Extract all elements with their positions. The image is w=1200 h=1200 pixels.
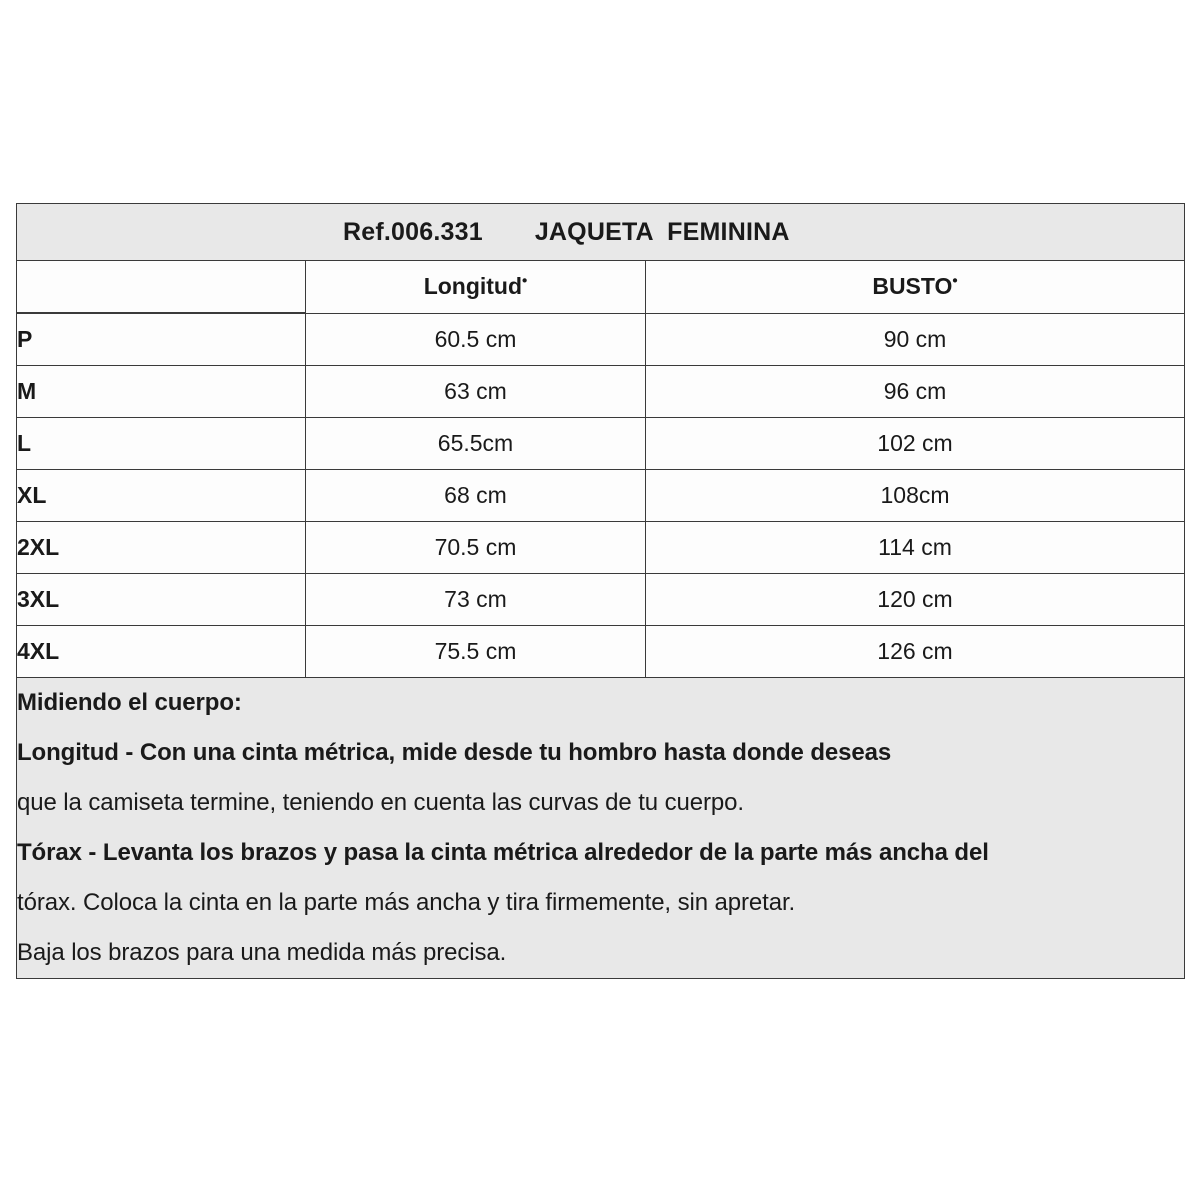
title-banner-text — [17, 204, 1184, 260]
bust-marker-icon: • — [952, 272, 958, 290]
size-table — [16, 203, 1185, 979]
row-length-value: 75.5 cm — [306, 626, 646, 678]
row-bust-value: 90 cm — [646, 313, 1185, 366]
table-row — [17, 313, 1185, 366]
row-bust-value: 96 cm — [646, 366, 1185, 418]
row-length-value: 60.5 cm — [306, 313, 646, 366]
row-length-value: 70.5 cm — [306, 522, 646, 574]
product-name: JAQUETA FEMININA — [534, 218, 790, 246]
title-banner — [17, 204, 1185, 261]
measuring-instructions — [17, 678, 1185, 979]
row-size-label: L — [17, 418, 306, 470]
row-bust-value: 126 cm — [646, 626, 1185, 678]
row-length-value: 65.5cm — [306, 418, 646, 470]
row-size-label: 2XL — [17, 522, 306, 574]
size-table-body — [17, 204, 1185, 979]
note-line: Midiendo el cuerpo: — [17, 689, 242, 716]
notes-row — [17, 678, 1185, 979]
column-header-bust — [646, 261, 1185, 314]
row-length-value: 73 cm — [306, 574, 646, 626]
row-bust-value: 120 cm — [646, 574, 1185, 626]
size-chart — [16, 203, 1184, 979]
note-line: tórax. Coloca la cinta en la parte más ancha y tira firmemente, sin apretar. — [17, 889, 796, 916]
note-line: Longitud - Con una cinta métrica, mide desde tu hombro hasta donde deseas — [17, 739, 892, 766]
column-header-size — [17, 261, 306, 314]
table-row — [17, 626, 1185, 678]
column-header-row — [17, 261, 1185, 314]
table-row — [17, 366, 1185, 418]
reference-code: Ref.006.331 — [343, 218, 483, 246]
row-size-label: XL — [17, 470, 306, 522]
row-size-label: P — [17, 313, 306, 366]
note-line: Tórax - Levanta los brazos y pasa la cinta métrica alrededor de la parte más ancha del — [17, 839, 989, 866]
row-size-label: 4XL — [17, 626, 306, 678]
row-bust-value: 102 cm — [646, 418, 1185, 470]
column-header-length — [306, 261, 646, 314]
note-line: Baja los brazos para una medida más precisa. — [17, 939, 507, 966]
title-row — [17, 204, 1185, 261]
note-line: que la camiseta termine, teniendo en cuenta las curvas de tu cuerpo. — [17, 789, 744, 816]
row-size-label: 3XL — [17, 574, 306, 626]
row-bust-value: 114 cm — [646, 522, 1185, 574]
row-bust-value: 108cm — [646, 470, 1185, 522]
length-marker-icon: • — [522, 272, 528, 290]
table-row — [17, 470, 1185, 522]
column-header-bust-label: BUSTO — [872, 273, 953, 300]
row-length-value: 68 cm — [306, 470, 646, 522]
table-row — [17, 418, 1185, 470]
table-row — [17, 574, 1185, 626]
row-length-value: 63 cm — [306, 366, 646, 418]
column-header-length-label: Longitud — [423, 273, 523, 300]
table-row — [17, 522, 1185, 574]
row-size-label: M — [17, 366, 306, 418]
